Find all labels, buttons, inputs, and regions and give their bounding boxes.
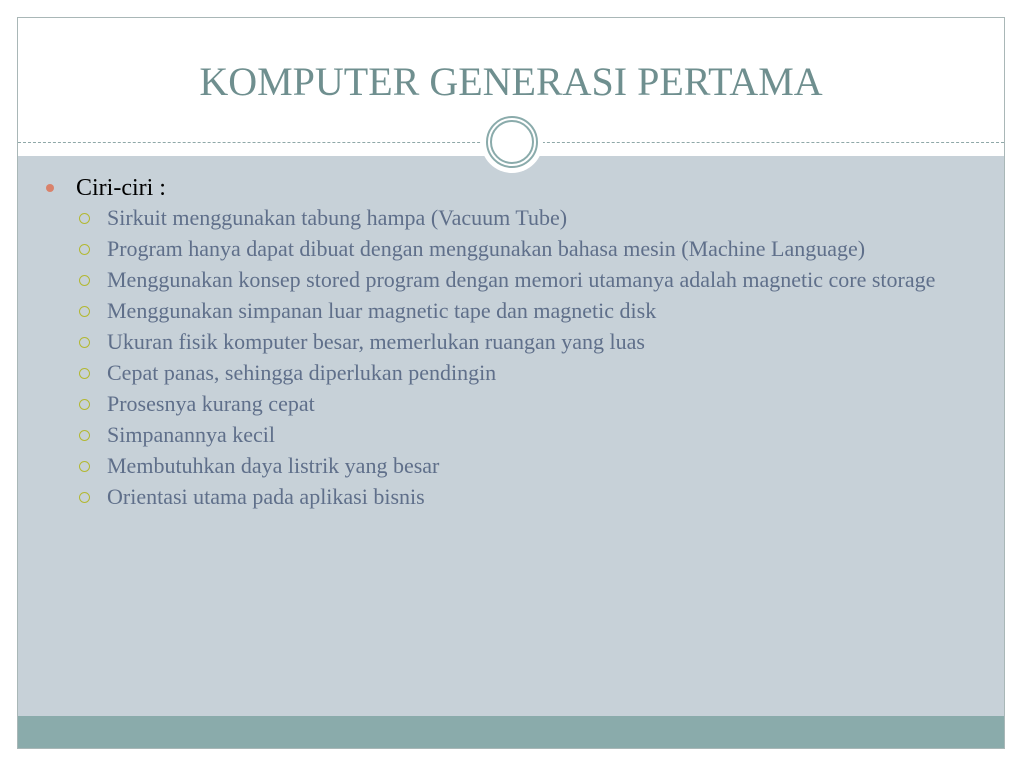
characteristics-list [18, 205, 1004, 509]
list-item [18, 391, 1004, 416]
hollow-circle-bullet-icon [79, 275, 90, 286]
list-item [18, 205, 1004, 230]
hollow-circle-bullet-icon [79, 306, 90, 317]
list-item [18, 422, 1004, 447]
double-ring-medallion-icon [481, 111, 543, 173]
list-item-text: Sirkuit menggunakan tabung hampa (Vacuum Tube) [107, 205, 568, 230]
list-item-text: Ukuran fisik komputer besar, memerlukan ruangan yang luas [107, 329, 645, 354]
list-item [18, 298, 1004, 323]
list-item [18, 484, 1004, 509]
list-item [18, 360, 1004, 385]
hollow-circle-bullet-icon [79, 399, 90, 410]
hollow-circle-bullet-icon [79, 368, 90, 379]
slide-body [18, 173, 1004, 515]
list-item [18, 453, 1004, 478]
list-item-text: Orientasi utama pada aplikasi bisnis [107, 484, 425, 509]
slide-title: KOMPUTER GENERASI PERTAMA [199, 59, 823, 104]
section-heading: Ciri-ciri : [76, 175, 166, 201]
hollow-circle-bullet-icon [79, 244, 90, 255]
bullet-level1 [18, 173, 1004, 203]
list-item [18, 329, 1004, 354]
hollow-circle-bullet-icon [79, 461, 90, 472]
list-item-text: Program hanya dapat dibuat dengan menggunakan bahasa mesin (Machine Language) [107, 236, 866, 261]
list-item-text: Membutuhkan daya listrik yang besar [107, 453, 440, 478]
list-item-text: Prosesnya kurang cepat [107, 391, 315, 416]
list-item-text: Cepat panas, sehingga diperlukan pendingin [107, 360, 497, 385]
hollow-circle-bullet-icon [79, 430, 90, 441]
hollow-circle-bullet-icon [79, 213, 90, 224]
filled-circle-bullet-icon [46, 184, 54, 192]
footer-band [18, 716, 1004, 749]
hollow-circle-bullet-icon [79, 337, 90, 348]
slide [17, 17, 1005, 749]
list-item-text: Menggunakan konsep stored program dengan memori utamanya adalah magnetic core storage [107, 267, 936, 292]
hollow-circle-bullet-icon [79, 492, 90, 503]
medallion-inner-ring [490, 120, 534, 164]
list-item-text: Menggunakan simpanan luar magnetic tape dan magnetic disk [107, 298, 657, 323]
list-item-text: Simpanannya kecil [107, 422, 276, 447]
list-item [18, 236, 1004, 261]
list-item [18, 267, 1004, 292]
